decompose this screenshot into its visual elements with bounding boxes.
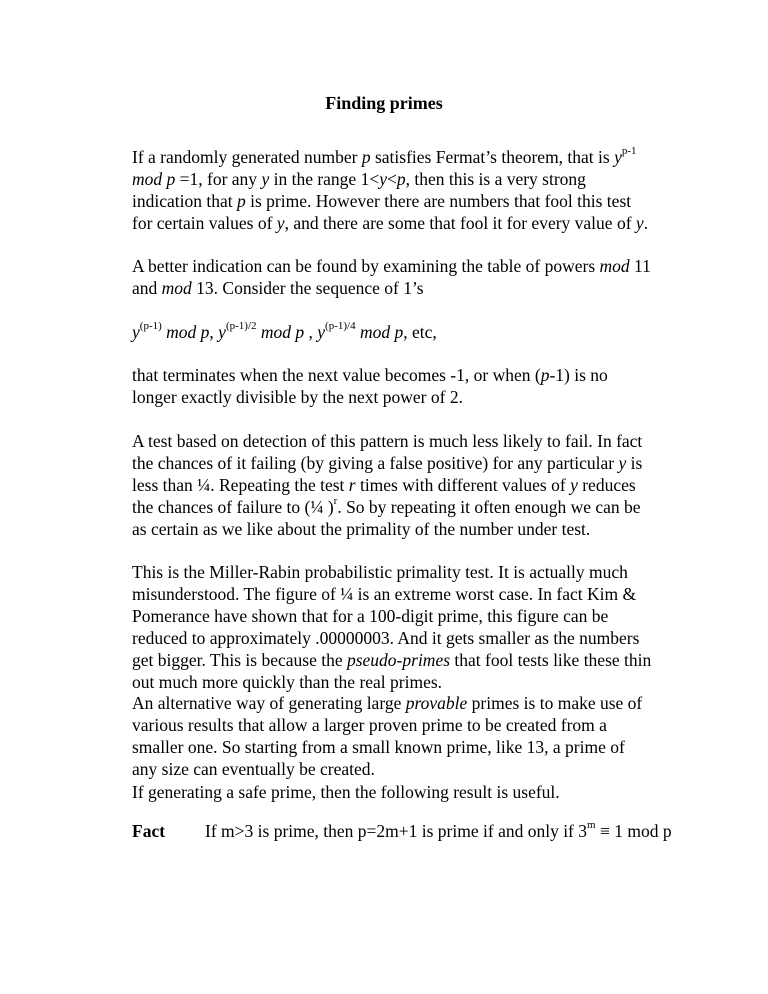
paragraph-miller-rabin: This is the Miller-Rabin probabilistic primality test. It is actually much misunderstood. The figure of ¼ is an extreme worst case. In fact Kim & Pomerance have shown that for a 100-digit prime, this figure can be reduced to approximately .00000003. And it gets smaller as the numbers get bigger. This is because the pseudo-primes that fool tests like these thin out much more quickly than the real primes. xyxy=(132,562,652,692)
fact-statement: If m>3 is prime, then p=2m+1 is prime if and only if $3^m \equiv 1$ mod p xyxy=(205,819,672,841)
paragraph-better-indication: A better indication can be found by examining the table of powers mod 11 and mod 13. Consider the sequence of 1’s xyxy=(132,256,651,298)
paragraph-test-pattern: A test based on detection of this pattern is much less likely to fail. In fact the chances of it failing (by giving a false positive) for any particular y is less than ¼. Repeating the test r times with different values of y reduces the chances of failure to (¼ )$^r$. So by repeating it often enough we can be as certain as we like about the primality of the number under test. xyxy=(132,431,643,539)
fact-label: Fact xyxy=(132,821,166,841)
paragraph-provable-primes: An alternative way of generating large provable primes is to make use of various results that allow a larger proven prime to be created from a smaller one. So starting from a small known prime, like 13, a prime of any size can eventually be created. xyxy=(132,693,643,779)
paragraph-safe-prime: If generating a safe prime, then the following result is useful. xyxy=(132,782,560,802)
page-title: Finding primes xyxy=(325,93,443,113)
paragraph-fermat: If a randomly generated number p satisfies Fermat’s theorem, that is $y^{p-1}$ mod p =1, for any y in the range 1<y<p, then this is a very strong indication that p is prime. However there are numbers that fool this test for certain values of y, and there are some that fool it for every value of y. xyxy=(132,145,649,233)
paragraph-terminates: that terminates when the next value becomes -1, or when (p-1) is no longer exactly divisible by the next power of 2. xyxy=(132,365,608,407)
sequence-line: $y^{(p-1)}$ mod p, $y^{(p-1)/2}$ mod p , $y^{(p-1)/4}$ mod p, etc, xyxy=(132,320,437,342)
